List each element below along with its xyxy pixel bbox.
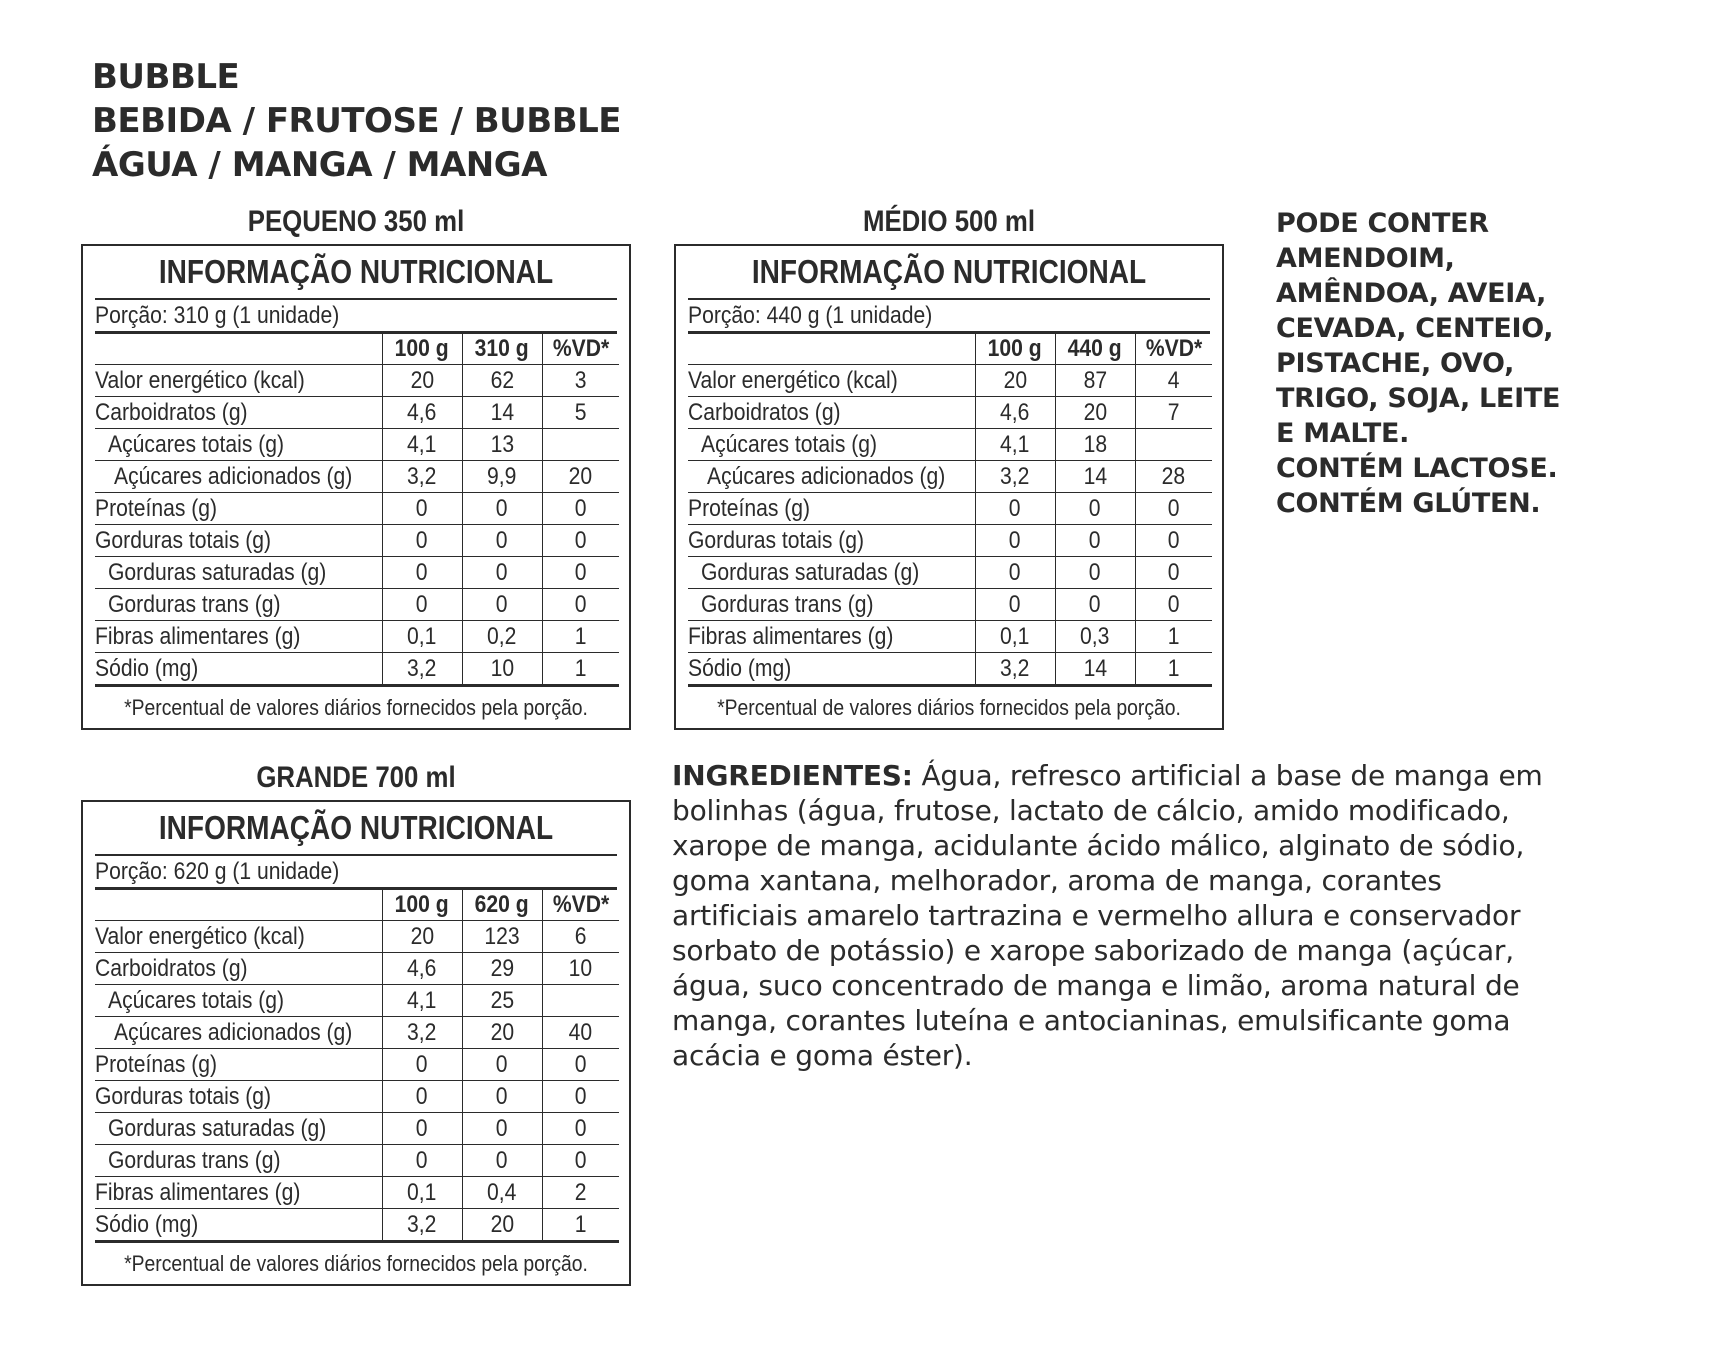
value-vd: 4 xyxy=(1135,365,1212,397)
allergen-line: PISTACHE, OVO, xyxy=(1276,348,1515,379)
nutrition-panel-large xyxy=(81,800,631,1286)
value-100g: 0 xyxy=(975,589,1055,621)
footnote: *Percentual de valores diários fornecidos pela porção. xyxy=(717,695,1181,720)
value-100g: 0 xyxy=(382,1113,462,1145)
nutrient-label: Gorduras saturadas (g) xyxy=(95,1113,382,1145)
value-100g: 0,1 xyxy=(382,621,462,653)
value-portion: 10 xyxy=(462,653,542,686)
table-row xyxy=(95,985,619,1017)
panel-title: INFORMAÇÃO NUTRICIONAL xyxy=(158,809,554,846)
table-row xyxy=(95,1017,619,1049)
value-100g: 4,1 xyxy=(975,429,1055,461)
header-portion: 620 g xyxy=(462,889,542,921)
table-row xyxy=(95,953,619,985)
table-row xyxy=(95,557,619,589)
size-label-small: PEQUENO 350 ml xyxy=(247,205,465,238)
value-portion: 9,9 xyxy=(462,461,542,493)
nutrient-label: Açúcares adicionados (g) xyxy=(95,461,382,493)
value-100g: 20 xyxy=(382,365,462,397)
value-vd: 1 xyxy=(542,653,619,686)
value-portion: 0,3 xyxy=(1055,621,1135,653)
table-row xyxy=(95,493,619,525)
table-row xyxy=(95,1081,619,1113)
table-row xyxy=(95,1209,619,1242)
table-row xyxy=(688,461,1212,493)
value-100g: 4,6 xyxy=(382,397,462,429)
table-row xyxy=(688,525,1212,557)
nutrient-label: Açúcares totais (g) xyxy=(95,429,382,461)
table-row xyxy=(688,429,1212,461)
value-100g: 0,1 xyxy=(975,621,1055,653)
table-row xyxy=(95,1049,619,1081)
value-100g: 4,6 xyxy=(382,953,462,985)
nutrient-label: Valor energético (kcal) xyxy=(95,921,382,953)
footnote: *Percentual de valores diários fornecidos pela porção. xyxy=(124,1251,588,1276)
table-row xyxy=(688,621,1212,653)
allergen-line: PODE CONTER xyxy=(1276,208,1489,239)
value-100g: 0 xyxy=(382,493,462,525)
table-header-row xyxy=(95,333,619,365)
footnote: *Percentual de valores diários fornecidos pela porção. xyxy=(124,695,588,720)
value-vd: 2 xyxy=(542,1177,619,1209)
nutrient-label: Gorduras trans (g) xyxy=(95,1145,382,1177)
value-portion: 0 xyxy=(462,1113,542,1145)
header-blank xyxy=(95,889,382,921)
table-row xyxy=(95,621,619,653)
nutrient-label: Gorduras totais (g) xyxy=(688,525,975,557)
product-title xyxy=(92,55,621,187)
value-vd: 28 xyxy=(1135,461,1212,493)
nutrient-label: Açúcares totais (g) xyxy=(688,429,975,461)
table-row xyxy=(95,1145,619,1177)
nutrition-table xyxy=(688,333,1212,687)
value-vd: 1 xyxy=(1135,653,1212,686)
value-portion: 25 xyxy=(462,985,542,1017)
value-portion: 0 xyxy=(1055,493,1135,525)
header-blank xyxy=(95,333,382,365)
value-100g: 3,2 xyxy=(382,461,462,493)
nutrition-table xyxy=(95,889,619,1243)
value-portion: 13 xyxy=(462,429,542,461)
allergen-line: AMENDOIM, xyxy=(1276,243,1455,274)
value-100g: 3,2 xyxy=(382,1209,462,1242)
value-100g: 0 xyxy=(382,557,462,589)
nutrient-label: Proteínas (g) xyxy=(95,1049,382,1081)
value-portion: 14 xyxy=(462,397,542,429)
value-portion: 14 xyxy=(1055,461,1135,493)
table-row xyxy=(95,525,619,557)
value-100g: 0,1 xyxy=(382,1177,462,1209)
value-vd: 0 xyxy=(542,1113,619,1145)
value-portion: 18 xyxy=(1055,429,1135,461)
divider xyxy=(688,298,1210,300)
ingredients-text: Água, refresco artificial a base de manga em bolinhas (água, frutose, lactato de cálcio, amido modificado, xarope de manga, acidulante ácido málico, alginato de sódio, goma xantana, melhorador, aroma de manga, corantes artificiais amarelo tartrazina e vermelho allura e conservador sorbato de potássio) e xarope saborizado de manga (açúcar, água, suco concentrado de manga e limão, aroma natural de manga, corantes luteína e antocianinas, emulsificante goma acácia e goma éster). xyxy=(672,759,1543,1072)
value-vd: 0 xyxy=(542,1081,619,1113)
value-vd: 0 xyxy=(542,557,619,589)
value-100g: 3,2 xyxy=(382,1017,462,1049)
value-vd: 0 xyxy=(542,1049,619,1081)
nutrient-label: Gorduras saturadas (g) xyxy=(688,557,975,589)
value-100g: 4,1 xyxy=(382,985,462,1017)
header-vd: %VD* xyxy=(542,333,619,365)
size-label-medium: MÉDIO 500 ml xyxy=(862,205,1036,238)
value-portion: 62 xyxy=(462,365,542,397)
header-100g: 100 g xyxy=(382,333,462,365)
nutrient-label: Gorduras trans (g) xyxy=(688,589,975,621)
value-100g: 0 xyxy=(975,493,1055,525)
allergen-warning xyxy=(1276,206,1560,521)
nutrition-table xyxy=(95,333,619,687)
nutrient-label: Açúcares totais (g) xyxy=(95,985,382,1017)
table-header-row xyxy=(688,333,1212,365)
ingredients-label: INGREDIENTES: xyxy=(672,759,913,792)
portion-size: Porção: 310 g (1 unidade) xyxy=(95,302,340,329)
nutrient-label: Valor energético (kcal) xyxy=(95,365,382,397)
value-100g: 0 xyxy=(382,589,462,621)
product-title-line: ÁGUA / MANGA / MANGA xyxy=(92,145,547,185)
value-100g: 20 xyxy=(382,921,462,953)
ingredients-block xyxy=(672,758,1572,1073)
nutrient-label: Açúcares adicionados (g) xyxy=(95,1017,382,1049)
table-row xyxy=(95,397,619,429)
value-portion: 0 xyxy=(1055,589,1135,621)
value-100g: 0 xyxy=(975,557,1055,589)
header-100g: 100 g xyxy=(382,889,462,921)
value-vd: 0 xyxy=(1135,589,1212,621)
nutrient-label: Sódio (mg) xyxy=(95,653,382,686)
value-portion: 20 xyxy=(1055,397,1135,429)
value-vd xyxy=(542,429,619,461)
value-vd xyxy=(542,985,619,1017)
value-vd: 0 xyxy=(542,589,619,621)
nutrient-label: Sódio (mg) xyxy=(688,653,975,686)
product-title-line: BUBBLE xyxy=(92,57,240,97)
value-vd: 3 xyxy=(542,365,619,397)
nutrient-label: Gorduras saturadas (g) xyxy=(95,557,382,589)
table-row xyxy=(95,589,619,621)
value-100g: 4,6 xyxy=(975,397,1055,429)
value-portion: 0 xyxy=(462,1081,542,1113)
value-portion: 0 xyxy=(462,557,542,589)
nutrient-label: Fibras alimentares (g) xyxy=(688,621,975,653)
table-row xyxy=(95,921,619,953)
table-row xyxy=(688,653,1212,686)
table-header-row xyxy=(95,889,619,921)
nutrient-label: Gorduras trans (g) xyxy=(95,589,382,621)
header-blank xyxy=(688,333,975,365)
allergen-line: CONTÉM GLÚTEN. xyxy=(1276,488,1541,519)
allergen-line: TRIGO, SOJA, LEITE xyxy=(1276,383,1561,414)
value-portion: 0 xyxy=(462,1145,542,1177)
nutrient-label: Sódio (mg) xyxy=(95,1209,382,1242)
value-vd: 0 xyxy=(1135,493,1212,525)
nutrient-label: Proteínas (g) xyxy=(95,493,382,525)
value-portion: 0 xyxy=(462,525,542,557)
value-portion: 20 xyxy=(462,1017,542,1049)
table-row xyxy=(95,429,619,461)
allergen-line: CEVADA, CENTEIO, xyxy=(1276,313,1554,344)
header-portion: 310 g xyxy=(462,333,542,365)
value-vd: 1 xyxy=(542,621,619,653)
table-row xyxy=(688,365,1212,397)
value-100g: 0 xyxy=(975,525,1055,557)
nutrient-label: Carboidratos (g) xyxy=(688,397,975,429)
header-100g: 100 g xyxy=(975,333,1055,365)
table-row xyxy=(688,589,1212,621)
value-portion: 87 xyxy=(1055,365,1135,397)
value-portion: 123 xyxy=(462,921,542,953)
table-row xyxy=(95,1177,619,1209)
value-100g: 4,1 xyxy=(382,429,462,461)
value-portion: 14 xyxy=(1055,653,1135,686)
header-portion: 440 g xyxy=(1055,333,1135,365)
header-vd: %VD* xyxy=(1135,333,1212,365)
value-portion: 0,2 xyxy=(462,621,542,653)
table-row xyxy=(95,1113,619,1145)
value-portion: 0 xyxy=(462,1049,542,1081)
value-100g: 3,2 xyxy=(382,653,462,686)
table-row xyxy=(688,397,1212,429)
portion-size: Porção: 440 g (1 unidade) xyxy=(688,302,933,329)
value-portion: 0,4 xyxy=(462,1177,542,1209)
value-vd: 0 xyxy=(542,525,619,557)
allergen-line: CONTÉM LACTOSE. xyxy=(1276,453,1558,484)
value-100g: 0 xyxy=(382,1145,462,1177)
value-100g: 0 xyxy=(382,1081,462,1113)
divider xyxy=(95,298,617,300)
value-vd: 1 xyxy=(542,1209,619,1242)
panel-title: INFORMAÇÃO NUTRICIONAL xyxy=(158,253,554,290)
nutrient-label: Fibras alimentares (g) xyxy=(95,1177,382,1209)
table-row xyxy=(95,461,619,493)
value-vd: 7 xyxy=(1135,397,1212,429)
nutrient-label: Açúcares adicionados (g) xyxy=(688,461,975,493)
nutrient-label: Gorduras totais (g) xyxy=(95,1081,382,1113)
table-row xyxy=(688,493,1212,525)
panel-title: INFORMAÇÃO NUTRICIONAL xyxy=(751,253,1147,290)
size-label-large: GRANDE 700 ml xyxy=(256,761,456,794)
nutrient-label: Valor energético (kcal) xyxy=(688,365,975,397)
value-100g: 3,2 xyxy=(975,653,1055,686)
value-vd: 10 xyxy=(542,953,619,985)
allergen-line: E MALTE. xyxy=(1276,418,1410,449)
value-vd: 6 xyxy=(542,921,619,953)
value-100g: 0 xyxy=(382,525,462,557)
value-portion: 0 xyxy=(462,493,542,525)
value-vd xyxy=(1135,429,1212,461)
divider xyxy=(95,854,617,856)
value-portion: 0 xyxy=(462,589,542,621)
nutrition-panel-medium xyxy=(674,244,1224,730)
nutrient-label: Fibras alimentares (g) xyxy=(95,621,382,653)
value-vd: 0 xyxy=(1135,557,1212,589)
table-row xyxy=(688,557,1212,589)
value-vd: 5 xyxy=(542,397,619,429)
nutrition-panel-small xyxy=(81,244,631,730)
portion-size: Porção: 620 g (1 unidade) xyxy=(95,858,340,885)
nutrient-label: Carboidratos (g) xyxy=(95,397,382,429)
table-row xyxy=(95,653,619,686)
table-row xyxy=(95,365,619,397)
value-vd: 40 xyxy=(542,1017,619,1049)
value-portion: 0 xyxy=(1055,557,1135,589)
value-vd: 20 xyxy=(542,461,619,493)
value-vd: 1 xyxy=(1135,621,1212,653)
value-vd: 0 xyxy=(542,493,619,525)
allergen-line: AMÊNDOA, AVEIA, xyxy=(1276,278,1547,309)
nutrient-label: Gorduras totais (g) xyxy=(95,525,382,557)
product-title-line: BEBIDA / FRUTOSE / BUBBLE xyxy=(92,101,621,141)
value-portion: 0 xyxy=(1055,525,1135,557)
value-portion: 20 xyxy=(462,1209,542,1242)
header-vd: %VD* xyxy=(542,889,619,921)
value-portion: 29 xyxy=(462,953,542,985)
value-100g: 20 xyxy=(975,365,1055,397)
value-100g: 0 xyxy=(382,1049,462,1081)
nutrient-label: Proteínas (g) xyxy=(688,493,975,525)
nutrient-label: Carboidratos (g) xyxy=(95,953,382,985)
value-100g: 3,2 xyxy=(975,461,1055,493)
value-vd: 0 xyxy=(1135,525,1212,557)
value-vd: 0 xyxy=(542,1145,619,1177)
